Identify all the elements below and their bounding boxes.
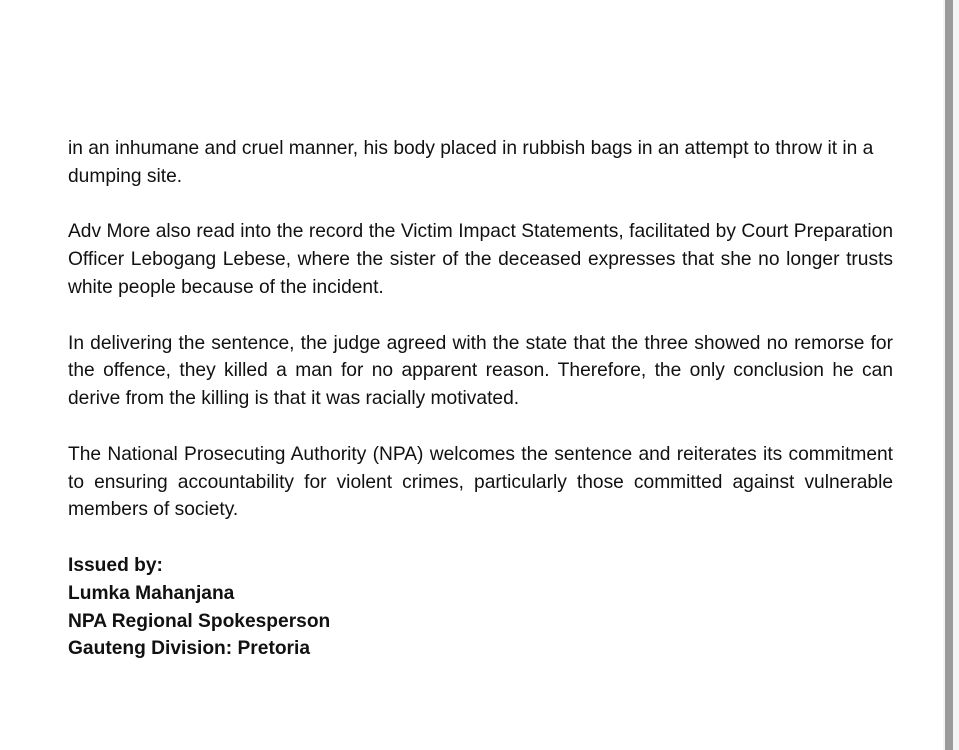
paragraph-1: in an inhumane and cruel manner, his body placed in rubbish bags in an attempt to throw it in a dumping site. <box>68 138 874 187</box>
spokesperson-name: Lumka Mahanjana <box>68 582 235 604</box>
paragraph-3: In delivering the sentence, the judge agreed with the state that the three showed no remorse for the offence, they killed a man for no apparent reason. Therefore, the only conclusion he can derive from the killing is that it was racially motivated. <box>68 332 893 410</box>
spokesperson-title: NPA Regional Spokesperson <box>68 610 331 632</box>
division: Gauteng Division: Pretoria <box>68 638 311 660</box>
paragraph-2: Adv More also read into the record the Victim Impact Statements, facilitated by Court Preparation Officer Lebogang Lebese, where the sister of the deceased expresses that she no longer trusts white people because of the incident. <box>68 221 893 298</box>
issued-by-block <box>68 552 893 663</box>
paragraph-4: The National Prosecuting Authority (NPA) welcomes the sentence and reiterates its commitment to ensuring accountability for violent crimes, particularly those committed against vulnerable members of society. <box>68 443 893 521</box>
document-body <box>68 135 893 663</box>
scrollbar-track[interactable] <box>943 0 959 750</box>
scrollbar-thumb[interactable] <box>945 0 953 750</box>
issued-by-label: Issued by: <box>68 554 163 576</box>
